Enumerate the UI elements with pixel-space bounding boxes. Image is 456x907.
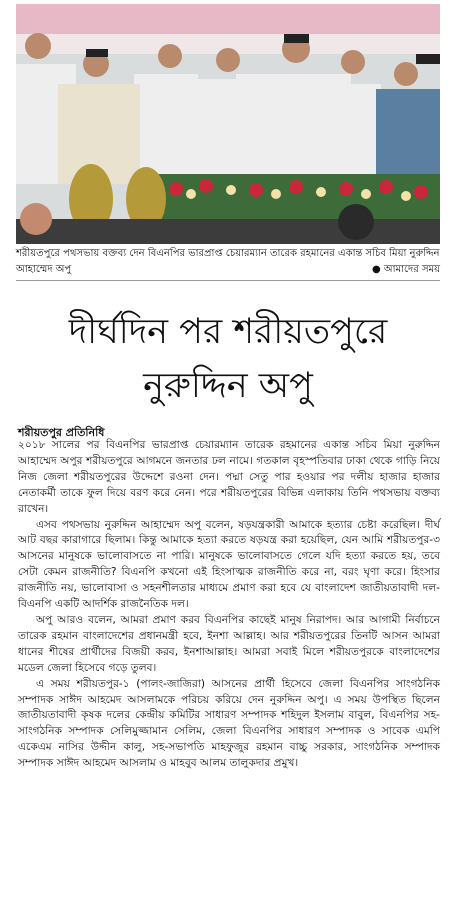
headline-line-1: দীর্ঘদিন পর শরীয়তপুরে (68, 312, 388, 352)
rally-photo-illustration (16, 4, 440, 244)
photo-caption (16, 246, 440, 281)
paragraph: অপু আরও বলেন, আমরা প্রমাণ করব বিএনপির কাছেই মানুষ নিরাপদ। আর আগামী নির্বাচনে তারেক রহমান বাংলাদেশের প্রধানমন্ত্রী হবে, ইনশা আল্লাহ। আর শরীয়তপুরের তিনটি আসন আমরা ধানের শীষের প্রার্থীদের বিজয়ী করব, ইনশাআল্লাহ। আমরা সবাই মিলে শরীয়তপুরকে বাংলাদেশের মডেল জেলা হিসেবে গড়ে তুলব। (18, 613, 440, 674)
headline-line-2: নুরুদ্দিন অপু (143, 366, 313, 406)
byline: শরীয়তপুর প্রতিনিধি (18, 426, 105, 439)
photo-credit: ● আমাদের সময় (371, 264, 440, 275)
paragraph: এসব পথসভায় নুরুদ্দিন আহাম্মেদ অপু বলেন, ষড়যন্ত্রকারী আমাকে হত্যার চেষ্টা করেছিল। দীর্ঘ আট বছর কারাগারে ছিলাম। কিন্তু আমাকে হত্যা করতে ষড়যন্ত্র করা হয়েছিল, যেন আমি শরীয়তপুর-৩ আসনের মানুষকে ভালোবাসতে না পারি। মানুষকে ভালোবাসতে গেলে যদি হত্যা করতে হয়, তবে সেটা কেমন রাজনীতি? বিএনপি কখনো এই হিংসাত্মক রাজনীতি করে না, বরং ঘৃণা করে। হিংসার রাজনীতি নয়, ভালোবাসা ও সহনশীলতার মাধ্যমে প্রমাণ করা হবে যে বাংলাদেশ জাতীয়তাবাদী দল-বিএনপি একটি আদর্শিক রাজনৈতিক দল। (18, 518, 440, 611)
article-body (18, 438, 440, 772)
paragraph: ২০১৮ সালের পর বিএনপির ভারপ্রাপ্ত চেয়ারম্যান তারেক রহমানের একান্ত সচিব মিয়া নুরুদ্দিন আহাম্মেদ অপুর শরীয়তপুরে আগমনে জনতার ঢল নামে। গতকাল বৃহস্পতিবার ঢাকা থেকে গাড়ি নিয়ে নিজ জেলা শরীয়তপুরের উদ্দেশে রওনা দেন। পদ্মা সেতু পার হওয়ার পর দলীয় হাজার হাজার নেতাকর্মী তাকে ফুল দিয়ে বরণ করে নেন। পরে শরীয়তপুরের বিভিন্ন এলাকায় তিনি পথসভায় বক্তব্য রাখেন। (18, 439, 440, 515)
paragraph: এ সময় শরীয়তপুর-১ (পালং-জাজিরা) আসনের প্রার্থী হিসেবে জেলা বিএনপির সাংগঠনিক সম্পাদক সাঈদ আহমেদ আসলামকে পরিচয় করিয়ে দেন নুরুদ্দিন অপু। এ সময় উপস্থিত ছিলেন জাতীয়তাবাদী কৃষক দলের কেন্দ্রীয় কমিটির সাধারণ সম্পাদক শহিদুল ইসলাম বাবুল, বিএনপির সহ-সাংগঠনিক সম্পাদক সেলিমুজ্জামান সেলিম, জেলা বিএনপির সাধারণ সম্পাদক ও সাবেক এমপি একেএম নাসির উদ্দীন কালু, সহ-সভাপতি মাহফুজুর রহমান বাচ্চু সরকার, সাংগঠনিক সম্পাদক সম্পাদক সাঈদ আহমেদ আসলাম ও মাহবুব আলম তালুকদার প্রমুখ। (18, 677, 440, 770)
caption-text: শরীয়তপুরে পথসভায় বক্তব্য দেন বিএনপির ভারপ্রাপ্ত চেয়ারম্যান তারেক রহমানের একান্ত সচিব মিয়া নুরুদ্দিন আহাম্মেদ অপু (16, 248, 440, 275)
news-photo (16, 4, 440, 244)
